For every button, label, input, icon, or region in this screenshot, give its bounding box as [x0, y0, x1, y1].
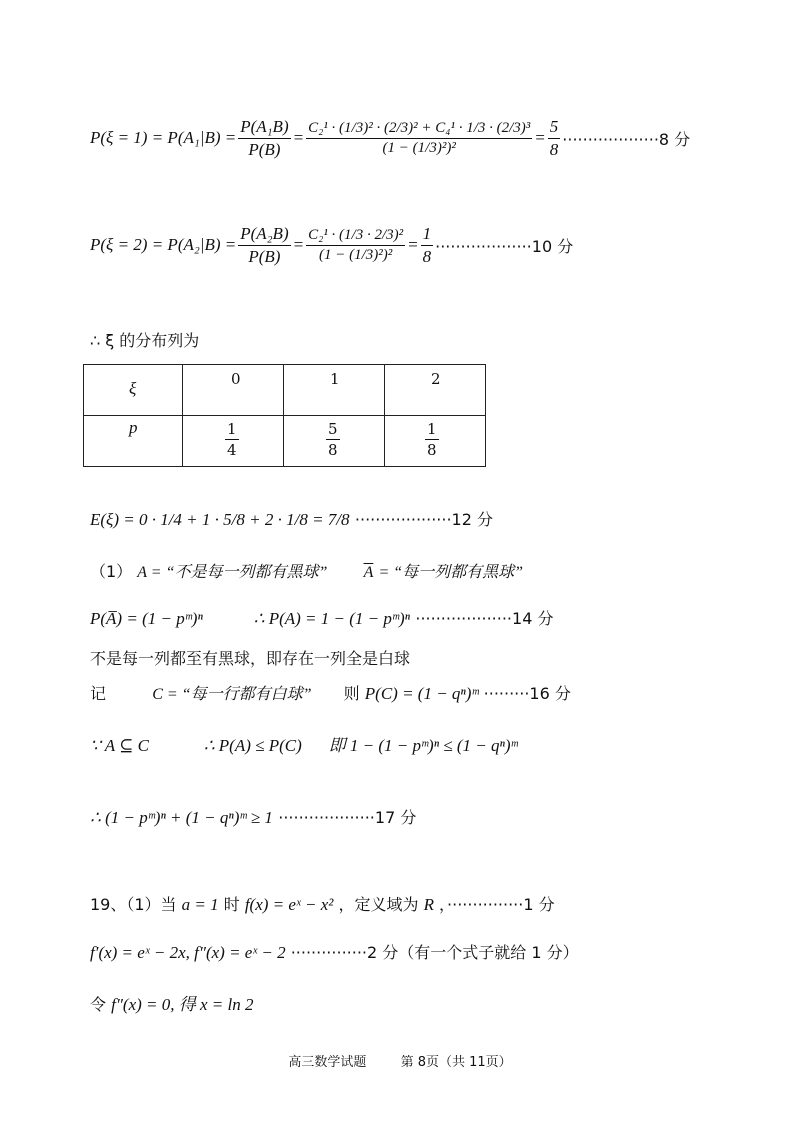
- table-cell: [183, 416, 284, 467]
- eq2-frac1-numerator: P(A₂B): [240, 223, 289, 243]
- prob-fraction: [425, 420, 439, 459]
- table-cell: [84, 416, 183, 467]
- event-a-complement-definition: = “每一列都有黑球”: [378, 564, 524, 581]
- footer-page-number: 第 8页（共 11页）: [400, 1055, 512, 1070]
- xi-value: 2: [431, 370, 441, 388]
- q19-derivatives: f′(x) = eˣ − 2x, f″(x) = eˣ − 2: [90, 943, 286, 962]
- prob-denominator: 8: [328, 441, 338, 459]
- p-row-label: p: [129, 418, 138, 437]
- prob-a: ∴ P(A) = 1 − (1 − pᵐ)ⁿ: [253, 609, 410, 628]
- distribution-heading: ∴ ξ 的分布列为: [90, 331, 200, 350]
- table-cell: [385, 416, 486, 467]
- event-c-line: [90, 681, 571, 704]
- eq2-result-denominator: 8: [422, 246, 432, 266]
- white-ball-statement: 不是每一列都至有黑球，即存在一列全是白球: [90, 649, 411, 668]
- eq2-result-numerator: 1: [422, 223, 432, 243]
- table-cell: [183, 365, 284, 416]
- prob-numerator: 5: [328, 420, 338, 438]
- eq1-score: ···················8 分: [562, 129, 691, 149]
- eq2-frac2-denominator: (1 − (1/3)²)²: [306, 245, 405, 264]
- eq2-score: ···················10 分: [435, 236, 574, 256]
- distribution-table: [83, 364, 486, 467]
- table-cell: [284, 365, 385, 416]
- c-prefix: 记: [90, 684, 107, 703]
- prob-fraction: [225, 420, 239, 459]
- table-cell: [284, 416, 385, 467]
- eq2-frac1-denominator: P(B): [238, 245, 290, 267]
- equation-p-xi-1: P(ξ = 1) = P(A₁|B) = $\frac{\text{P(A₁B)}}{P(B)}$ = $\frac{\text{C₂¹ · (1/3)² · (2/3)² + C₄¹ · 1/3 · (2/3)³}}{\text{(1 − (1/3)²)²}}$ = $\frac{5}{8}$ ···················8 分: [90, 116, 691, 159]
- expectation-formula: E(ξ) = 0 · 1/4 + 1 · 5/8 + 2 · 1/8 = 7/8: [90, 510, 350, 529]
- eq2-fraction-1: [238, 224, 290, 267]
- prob-denominator: 4: [227, 441, 237, 459]
- q19-condition: a = 1: [181, 895, 219, 914]
- eq1-frac1-numerator: P(A₁B): [240, 116, 289, 136]
- q19-score-1: ，···············1 分: [439, 895, 555, 914]
- c-then: 则: [343, 684, 360, 703]
- score-14: ···················14 分: [415, 609, 554, 628]
- prob-numerator: 1: [227, 420, 237, 438]
- eq2-fraction-2: [306, 227, 405, 264]
- xi-value: 0: [231, 370, 241, 388]
- subset-line: [90, 731, 518, 756]
- event-a-definition-line: [90, 559, 523, 582]
- score-17: ···················17 分: [278, 808, 417, 827]
- eq1-lhs: P(ξ = 1) = P(A₁|B) =: [90, 128, 237, 147]
- inequality-1: ∴ P(A) ≤ P(C): [203, 736, 302, 755]
- eq1-frac1-denominator: P(B): [238, 138, 290, 160]
- eq1-frac2-numerator: C₂¹ · (1/3)² · (2/3)² + C₄¹ · 1/3 · (2/3)³: [308, 119, 531, 136]
- eq2-result: [421, 224, 434, 267]
- eq1-result-denominator: 8: [549, 139, 559, 159]
- q19-solve: f″(x) = 0, 得 x = ln 2: [111, 995, 254, 1014]
- page-footer: [0, 1051, 800, 1070]
- xi-row-label: ξ: [129, 379, 137, 398]
- q19-solve-prefix: 令: [90, 995, 107, 1014]
- table-cell: [385, 365, 486, 416]
- q19-when: 时: [223, 895, 240, 914]
- q19-score-2: ···············2 分（有一个式子就给 1 分）: [290, 943, 579, 962]
- q19-function: f(x) = eˣ − x²: [244, 895, 334, 914]
- eq1-fraction-2: [306, 120, 532, 157]
- prob-c: P(C) = (1 − qⁿ)ᵐ: [364, 684, 479, 703]
- expectation-line: [90, 507, 493, 530]
- conclusion-formula: ∴ (1 − pᵐ)ⁿ + (1 − qⁿ)ᵐ ≥ 1: [90, 808, 273, 827]
- footer-title: 高三数学试题: [288, 1055, 367, 1070]
- eq2-lhs: P(ξ = 2) = P(A₂|B) =: [90, 235, 237, 254]
- event-c-definition: C = “每一行都有白球”: [152, 686, 312, 703]
- prob-a-complement: P(A̅) = (1 − pᵐ)ⁿ: [90, 609, 203, 628]
- conclusion-line: [90, 805, 416, 828]
- prob-denominator: 8: [427, 441, 437, 459]
- xi-value: 1: [330, 370, 340, 388]
- expectation-score: ···················12 分: [354, 510, 494, 529]
- q19-domain-value: R: [423, 895, 434, 914]
- q19-domain-label: ，定义域为: [338, 895, 419, 914]
- eq2-frac2-numerator: C₂¹ · (1/3 · 2/3)²: [308, 226, 404, 243]
- inequality-2: 即 1 − (1 − pᵐ)ⁿ ≤ (1 − qⁿ)ᵐ: [328, 736, 518, 755]
- eq1-fraction-1: [238, 117, 290, 160]
- q19-derivative-line: [90, 940, 579, 963]
- equation-p-xi-2: P(ξ = 2) = P(A₂|B) = $\frac{\text{P(A₂B)}}{P(B)}$ = $\frac{\text{C₂¹ · (1/3 · 2/3)²}}{\text{(1 − (1/3)²)²}}$ = $\frac{1}{8}$ ···················10 分: [90, 223, 574, 266]
- part-label: （1）: [90, 562, 133, 581]
- event-a-definition: A = “不是每一列都有黑球”: [137, 564, 328, 581]
- eq1-result-numerator: 5: [549, 116, 559, 136]
- table-row: [84, 416, 486, 467]
- q19-intro: 19、（1）当: [90, 895, 177, 914]
- prob-numerator: 1: [427, 420, 437, 438]
- subset-statement: ∵ A ⊆ C: [90, 736, 149, 755]
- prob-a-line: [90, 606, 553, 629]
- q19-line: [90, 892, 555, 915]
- eq1-result: [548, 117, 561, 160]
- table-cell: [84, 365, 183, 416]
- event-a-complement-symbol: $\overline{A}$: [363, 564, 374, 581]
- score-16: ·········16 分: [483, 684, 571, 703]
- q19-solve-line: [90, 990, 254, 1015]
- eq1-frac2-denominator: (1 − (1/3)²)²: [306, 138, 532, 157]
- table-row: [84, 365, 486, 416]
- prob-fraction: [326, 420, 340, 459]
